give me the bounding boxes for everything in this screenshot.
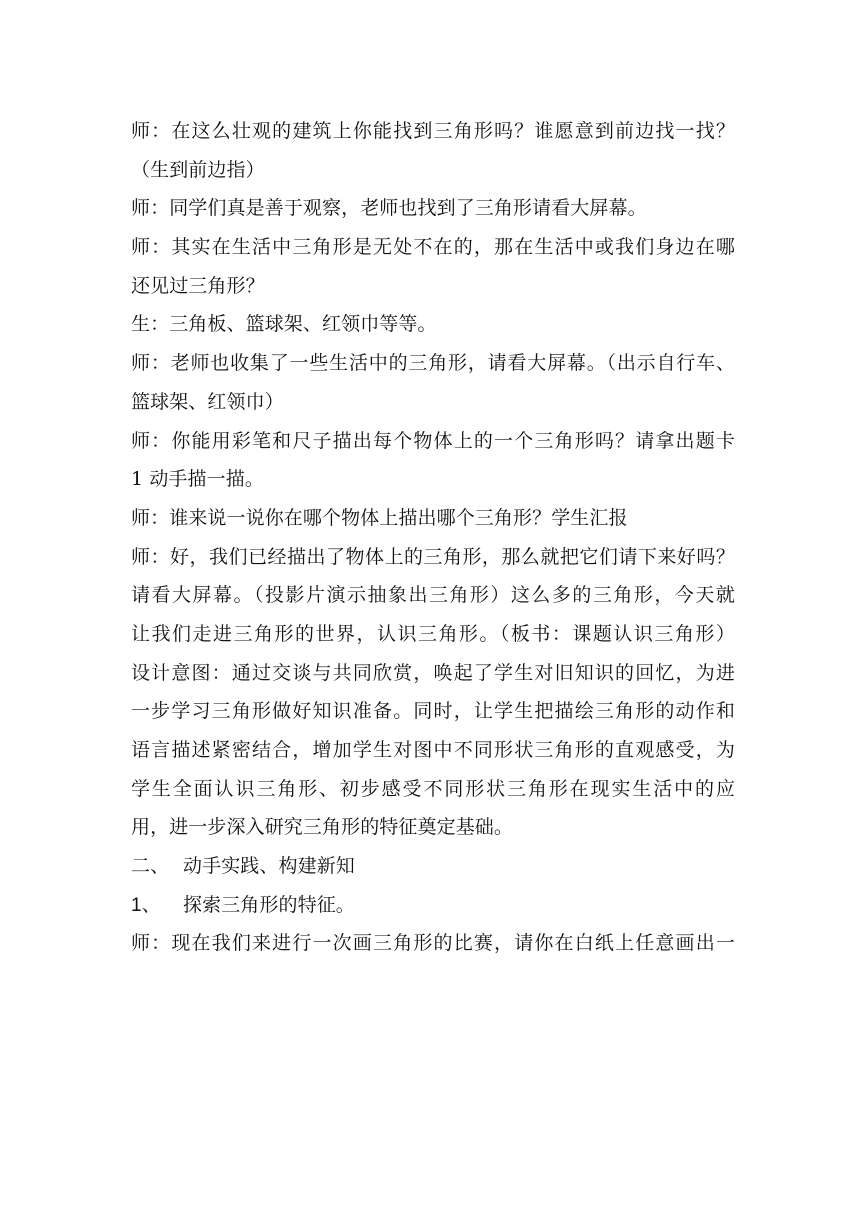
paragraph-line: 1 动手描一描。 (131, 468, 264, 491)
paragraph-line: 师：同学们真是善于观察，老师也找到了三角形请看大屏幕。 (131, 197, 647, 220)
paragraph-line: 设计意图：通过交谈与共同欣赏，唤起了学生对旧知识的回忆，为进 (131, 661, 735, 684)
paragraph-line: （生到前边指） (131, 158, 265, 181)
paragraph-line: 师：现在我们来进行一次画三角形的比赛，请你在白纸上任意画出一 (131, 932, 735, 955)
paragraph-line: 生：三角板、篮球架、红领巾等等。 (131, 313, 437, 336)
paragraph-line: 请看大屏幕。（投影片演示抽象出三角形）这么多的三角形，今天就 (131, 584, 735, 607)
paragraph-line: 师：好，我们已经描出了物体上的三角形，那么就把它们请下来好吗？ (131, 545, 735, 568)
paragraph-line: 语言描述紧密结合，增加学生对图中不同形状三角形的直观感受，为 (131, 739, 735, 761)
paragraph-line: 一步学习三角形做好知识准备。同时，让学生把描绘三角形的动作和 (131, 700, 735, 723)
subsection-heading (131, 886, 735, 925)
subsection-number: 1、 (131, 894, 161, 916)
paragraph-line: 师：谁来说一说你在哪个物体上描出哪个三角形？学生汇报 (131, 506, 628, 529)
paragraph-line: 用，进一步深入研究三角形的特征奠定基础。 (131, 816, 514, 839)
subsection-title: 探索三角形的特征。 (183, 893, 355, 916)
paragraph-line: 学生全面认识三角形、初步感受不同形状三角形在现实生活中的应 (131, 777, 735, 800)
section-heading (131, 847, 735, 886)
section-number: 二、 (131, 855, 170, 878)
paragraph-line: 师：老师也收集了一些生活中的三角形，请看大屏幕。（出示自行车、 (131, 352, 735, 375)
paragraph-line: 还见过三角形？ (131, 274, 265, 297)
section-title: 动手实践、构建新知 (183, 855, 355, 878)
paragraph-line: 师：在这么壮观的建筑上你能找到三角形吗？谁愿意到前边找一找？ (131, 120, 735, 142)
document-body (131, 112, 735, 963)
paragraph-line: 篮球架、红领巾） (131, 390, 284, 413)
paragraph-line: 师：其实在生活中三角形是无处不在的，那在生活中或我们身边在哪 (131, 236, 735, 259)
paragraph-line: 让我们走进三角形的世界，认识三角形。（板书：课题认识三角形） (131, 622, 735, 645)
paragraph-line: 师：你能用彩笔和尺子描出每个物体上的一个三角形吗？请拿出题卡 (131, 429, 735, 452)
